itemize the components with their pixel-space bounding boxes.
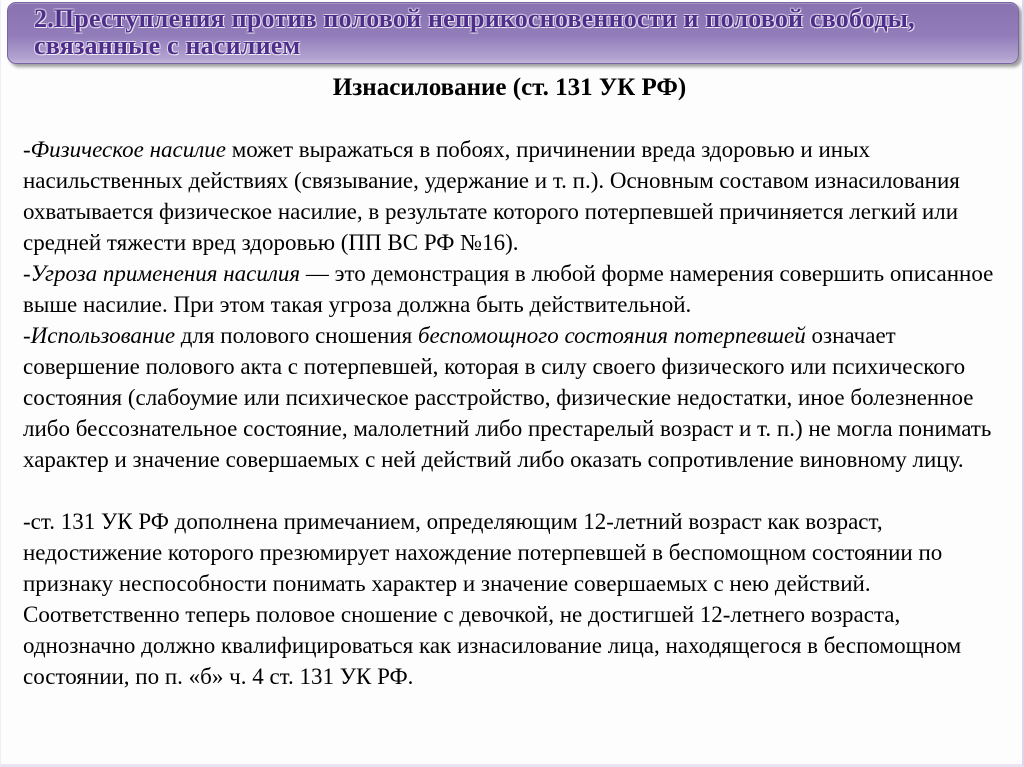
text-run: -: [23, 323, 31, 348]
text-run: -: [23, 137, 31, 162]
text-run-italic: Использование: [30, 323, 176, 348]
paragraph: [23, 258, 996, 320]
text-run-italic: беспомощного состояния потерпевшей: [417, 323, 806, 348]
text-run: для полового сношения: [175, 323, 418, 348]
slide-body: [1, 62, 1020, 692]
paragraph: [23, 320, 996, 475]
text-run: -ст. 131 УК РФ дополнена примечанием, определяющим 12-летний возраст как возраст, недостижение которого презюмирует нахождение потерпевшей в беспомощном состоянии по признаку неспособности понимать характер и значение совершаемых с нею действий. Соответственно теперь половое сношение с девочкой, не достигшей 12-летнего возраста, однозначно должно квалифицироваться как изнасилование лица, находящегося в беспомощном состоянии, по п. «б» ч. 4 ст. 131 УК РФ.: [23, 509, 962, 689]
text-run-italic: Угроза применения насилия: [30, 261, 301, 286]
text-run: -: [23, 261, 31, 286]
paragraph: [23, 506, 996, 692]
text-run-italic: Физическое насилие: [30, 137, 226, 162]
text-run: может выражаться в побоях, причинении вреда здоровью и иных насильственных действиях (связывание, удержание и т. п.). Основным составом изнасилования охватывается физическое насилие, в результате которого потерпевшей причиняется легкий или средней тяжести вред здоровью (ПП ВС РФ №16).: [23, 137, 960, 255]
slide-title: 2.Преступления против половой неприкосновенности и половой свободы, связанные с насилием: [34, 4, 915, 60]
text-run: означает совершение полового акта с потерпевшей, которая в силу своего физического или психического состояния (слабоумие или психическое расстройство, физические недостатки, иное болезненное либо бессознательное состояние, малолетний либо престарелый возраст и т. п.) не могла понимать характер и значение совершаемых с ней действий либо оказать сопротивление виновному лицу.: [23, 323, 992, 472]
body-subtitle: Изнасилование (ст. 131 УК РФ): [332, 74, 687, 101]
body-paragraphs: [23, 134, 996, 692]
paragraph: [23, 134, 996, 258]
text-run: — это демонстрация в любой форме намерения совершить описанное выше насилие. При этом такая угроза должна быть действительной.: [23, 261, 994, 317]
slide-title-banner: [7, 2, 1019, 64]
